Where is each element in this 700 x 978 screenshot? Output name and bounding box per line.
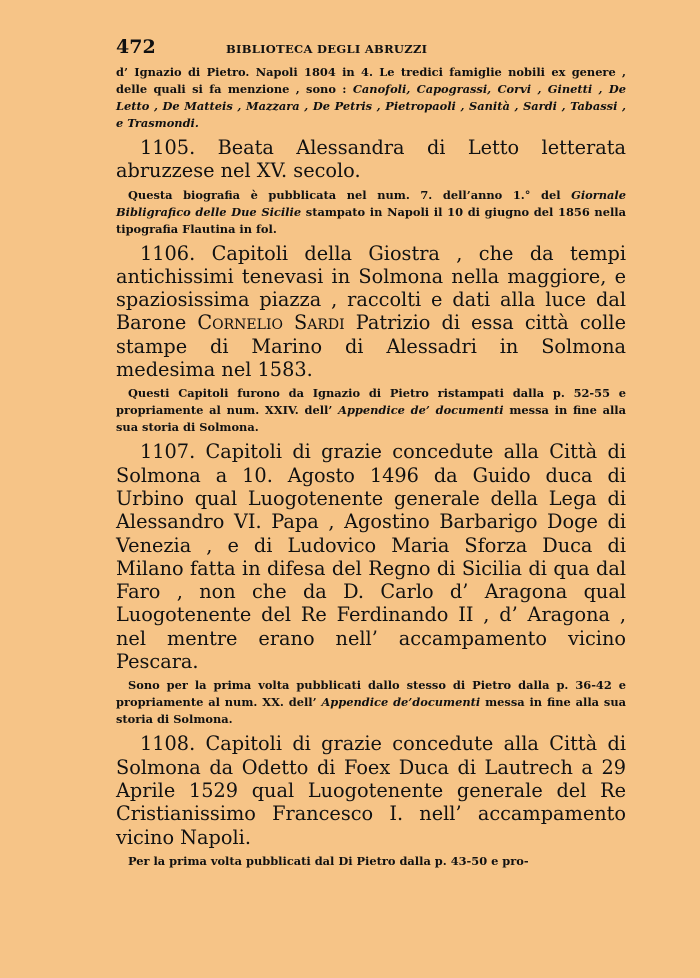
entry-number: 1107. [140,440,196,464]
note-text: Sono per la prima volta pubblicati dallo stesso di Pietro dalla p. 36-42 e propriamente al num. XX. dell’ [116,678,626,710]
note-italic-title: Appendice de’ documenti [338,403,504,418]
entry-number: 1106. [140,241,196,265]
entry-text: Capitoli di grazie concedute alla Città di Solmona da Odetto di Foex Duca di Lautrech a 29 Aprile 1529 qual Luogotenente generale del Re Cristianissimo Francesco I. nell’ accampamento vicino Napoli. [116,732,626,849]
entry-text: Beata Alessandra di Letto letterata abruzzese nel XV. secolo. [116,136,626,183]
note-text: stampato in Napoli il 10 di giugno del 1856 nella tipografia Flautina in fol. [116,204,627,236]
entry-1107-note [116,677,626,728]
note-text: Per la prima volta pubblicati dal Di Pietro dalla p. 43-50 e pro- [128,853,529,868]
note-text: Questa biografia è pubblicata nel num. 7. dell’anno 1.° del [128,187,572,202]
entry-number: 1108. [140,732,196,756]
note-text: messa in fine alla sua storia di Solmona. [116,403,627,435]
entry-text: Capitoli della Giostra , che da tempi antichissimi tenevasi in Solmona nella maggiore, e spaziosissima piazza , raccolti e dati alla luce dal Barone [116,241,626,335]
entry-1108 [116,732,626,848]
intro-note-text: d’ Ignazio di Pietro. Napoli 1804 in 4. Le tredici famiglie nobili ex genere , delle quali si fa menzione , sono : [116,65,626,96]
note-text: messa in fine alla sua storia di Solmona. [116,695,627,727]
entry-text: Patrizio di essa città colle stampe di Marino di Alessadri in Solmona medesima nel 1583. [116,311,627,382]
entry-text: Capitoli di grazie concedute alla Città di Solmona a 10. Agosto 1496 da Guido duca di Urbino qual Luogotenente generale della Lega di Alessandro VI. Papa , Agostino Barbarigo Doge di Venezia , e di Ludovico Maria Sforza Duca di Milano fatta in difesa del Regno di Sicilia di qua dal Faro , non che da D. Carlo d’ Aragona qual Luogotenente del Re Ferdinando II , d’ Aragona , nel mentre erano nell’ accampamento vicino Pescara. [116,440,626,674]
note-italic-title: Giornale Bibligrafico delle Due Sicilie [116,187,626,219]
entry-1106-note [116,385,626,436]
page-number: 472 [116,36,156,58]
entry-1108-note [116,853,626,870]
entry-1105 [116,136,626,183]
entry-1107 [116,440,626,673]
entry-number: 1105. [140,136,196,159]
note-text: Questi Capitoli furono da Ignazio di Pietro ristampati dalla p. 52-55 e propriamente al num. XXIV. dell’ [116,386,626,418]
running-title: BIBLIOTECA DEGLI ABRUZZI [226,42,428,56]
entry-1106 [116,242,626,382]
running-head [116,36,626,64]
entry-author-name: Cornelio Sardi [197,311,345,335]
note-italic-title: Appendice de’documenti [321,695,481,710]
entry-1105-note [116,187,626,238]
intro-note-family-names: Canofoli, Capograssi, Corvi , Ginetti , De Letto , De Matteis , Mazzara , De Petris , Pietropaoli , Sanità , Sardi , Tabassi , e Trasmondi. [116,82,627,130]
intro-note [116,64,626,132]
